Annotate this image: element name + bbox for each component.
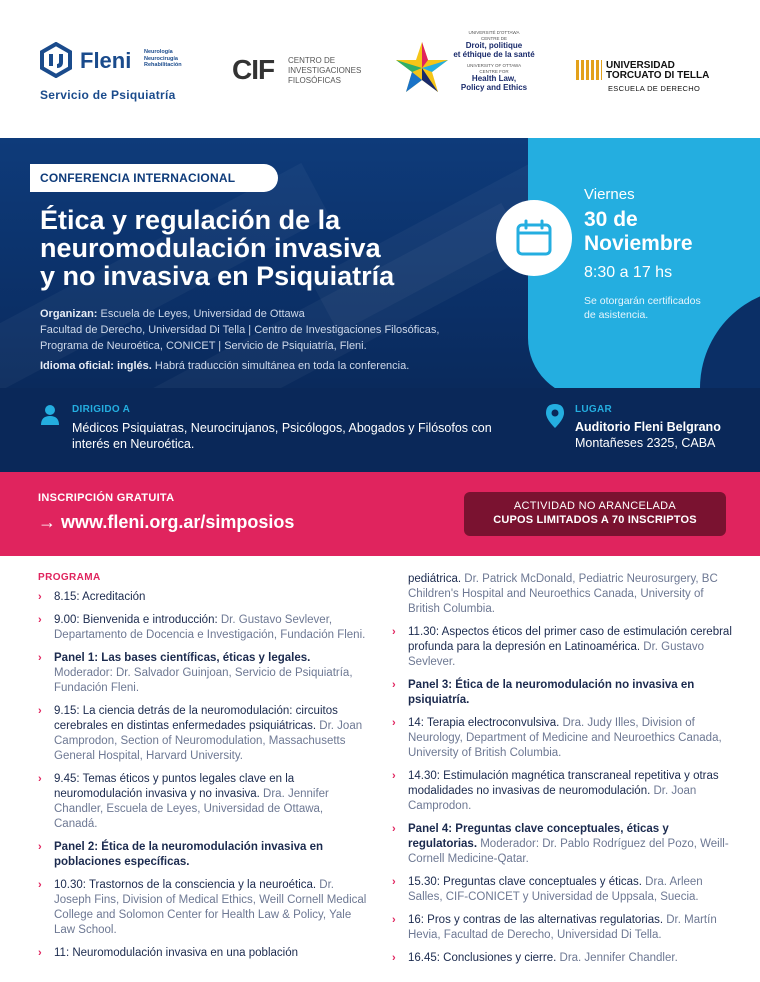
chevron-right-icon: › [392, 914, 396, 926]
audience-text: Médicos Psiquiatras, Neurocirujanos, Psicólogos, Abogados y Filósofos con interés en Neuroética. [72, 421, 492, 451]
chevron-right-icon: › [392, 679, 396, 691]
list-item: › Panel 4: Preguntas clave conceptuales, éticas y regulatorias. Moderador: Dr. Pablo Rodríguez del Pozo, Weill-Cornell Medicine-Qatar. [392, 823, 729, 865]
event-day: Viernes [584, 186, 635, 203]
certificate-note: Se otorgarán certificados de asistencia. [584, 295, 701, 321]
audience-heading: DIRIGIDO A [72, 404, 131, 415]
cif-subtitle: CENTRO DE INVESTIGACIONES FILOSÓFICAS [288, 56, 362, 85]
capacity-notice: ACTIVIDAD NO ARANCELADA CUPOS LIMITADOS A 70 INSCRIPTOS [464, 492, 726, 536]
list-item: pediátrica. Dr. Patrick McDonald, Pediatric Neurosurgery, BC Children's Hospital and Neuroethics Canada, University of British Columbia. [408, 573, 718, 615]
fleni-service-label: Servicio de Psiquiatría [40, 88, 176, 102]
chevron-right-icon: › [38, 614, 42, 626]
event-date: 30 de Noviembre [584, 208, 693, 255]
chevron-right-icon: › [392, 952, 396, 964]
list-item: › 14.30: Estimulación magnética transcraneal repetitiva y otras modalidades no invasivas de neuromodulación. Dr. Joan Camprodon. [392, 770, 719, 812]
fleni-wordmark: Fleni [80, 48, 132, 73]
venue-address: Montañeses 2325, CABA [575, 436, 716, 450]
chevron-right-icon: › [38, 591, 42, 603]
list-item: › Panel 3: Ética de la neuromodulación no invasiva en psiquiatría. [392, 679, 695, 706]
list-item: › 9.15: La ciencia detrás de la neuromodulación: circuitos cerebrales en distintas enfermedades psiquiátricas. Dr. Joan Camprodon, Section of Neuromodulation, Massachusetts General Hospital, Harvard University. [38, 705, 363, 762]
chevron-right-icon: › [392, 876, 396, 888]
chevron-right-icon: › [392, 770, 396, 782]
program-column-left [38, 590, 368, 969]
fleni-mark-icon [38, 42, 74, 78]
location-pin-icon [546, 404, 564, 428]
list-item: › 16: Pros y contras de las alternativas regulatorias. Dr. Martín Hevia, Facultad de Derecho, Universidad Di Tella. [392, 914, 717, 941]
registration-heading: INSCRIPCIÓN GRATUITA [38, 492, 175, 504]
list-item: › 11.30: Aspectos éticos del primer caso de estimulación cerebral profunda para la depresión en Latinoamérica. Dr. Gustavo Sevlever. [392, 626, 732, 668]
ottawa-star-icon [394, 40, 450, 96]
venue-name: Auditorio Fleni Belgrano [575, 420, 721, 434]
list-item: › 11: Neuromodulación invasiva en una población [38, 947, 299, 959]
program-column-right [392, 572, 732, 974]
chevron-right-icon: › [38, 652, 42, 664]
list-item: › 10.30: Trastornos de la consciencia y la neuroética. Dr. Joseph Fins, Division of Medical Ethics, Weill Cornell Medical College and Solomon Center for Health Law & Policy, Yale Law School. [38, 879, 367, 936]
person-icon [40, 404, 60, 426]
chevron-right-icon: › [38, 773, 42, 785]
list-item: › Panel 1: Las bases científicas, éticas y legales. Moderador: Dr. Salvador Guinjoan, Servicio de Psiquiatría, Fundación Fleni. [38, 652, 353, 694]
conference-badge: CONFERENCIA INTERNACIONAL [30, 164, 278, 192]
registration-link[interactable]: → www.fleni.org.ar/simposios [38, 512, 295, 532]
utdt-mark-icon [576, 60, 602, 80]
cif-wordmark: CIF [232, 54, 275, 85]
list-item: › 14: Terapia electroconvulsiva. Dra. Judy Illes, Division of Neurology, Department of Medicine and Neuroethics Canada, University of British Columbia. [392, 717, 722, 759]
list-item: › 9.45: Temas éticos y puntos legales clave en la neuromodulación invasiva y no invasiva. Dra. Jennifer Chandler, Escuela de Leyes, Universidad de Ottawa, Canadá. [38, 773, 329, 830]
event-time: 8:30 a 17 hs [584, 264, 673, 281]
list-item: › Panel 2: Ética de la neuromodulación invasiva en poblaciones específicas. [38, 841, 324, 868]
list-item: › 8.15: Acreditación [38, 591, 146, 603]
list-item: › 16.45: Conclusiones y cierre. Dra. Jennifer Chandler. [392, 952, 678, 964]
fleni-subtitle: Neurología Neurocirugía Rehabilitación [144, 49, 182, 68]
list-item: › 15.30: Preguntas clave conceptuales y éticas. Dra. Arleen Salles, CIF-CONICET y Universidad de Uppsala, Suecia. [392, 876, 703, 903]
list-item: › 9.00: Bienvenida e introducción: Dr. Gustavo Sevlever, Departamento de Docencia e Investigación, Fundación Fleni. [38, 614, 366, 641]
registration-strip [0, 472, 760, 556]
page-title: Ética y regulación de la neuromodulación invasiva y no invasiva en Psiquiatría [40, 205, 395, 291]
audience-strip [0, 388, 760, 472]
chevron-right-icon: › [392, 823, 396, 835]
ottawa-text: UNIVERSITÉ D'OTTAWA CENTRE DE Droit, politique et éthique de la santé UNIVERSITY OF OTTAWA CENTRE FOR Health Law, Policy and Ethics [453, 30, 535, 92]
organizers: Organizan: Escuela de Leyes, Universidad de Ottawa Facultad de Derecho, Universidad Di Tella | Centro de Investigaciones Filosóficas, Programa de Neuroética, CONICET | Servicio de Psiquiatría, Fleni. Idioma oficial: inglés. Habrá traducción simultánea en toda la conferencia. [40, 308, 440, 372]
chevron-right-icon: › [38, 879, 42, 891]
chevron-right-icon: › [392, 717, 396, 729]
calendar-badge [496, 200, 572, 276]
chevron-right-icon: › [392, 626, 396, 638]
calendar-icon [514, 218, 554, 258]
chevron-right-icon: › [38, 841, 42, 853]
logo-bar: Fleni Neurología Neurocirugía Rehabilitación Servicio de Psiquiatría CIF CENTRO DE INVESTIGACIONES FILOSÓFICAS UNIVERSITÉ D'OTTAWA CENTRE DE Droit, politique et éthique de la santé UNIVERSITY OF OTTAWA CENTRE FOR Health Law, Policy and Ethics UNIVERSIDAD TORCUATO DI TELLA ESCUELA DE DERECHO [0, 0, 760, 138]
chevron-right-icon: › [38, 705, 42, 717]
location-heading: LUGAR [575, 404, 613, 415]
chevron-right-icon: › [38, 947, 42, 959]
program-heading: PROGRAMA [38, 572, 101, 583]
